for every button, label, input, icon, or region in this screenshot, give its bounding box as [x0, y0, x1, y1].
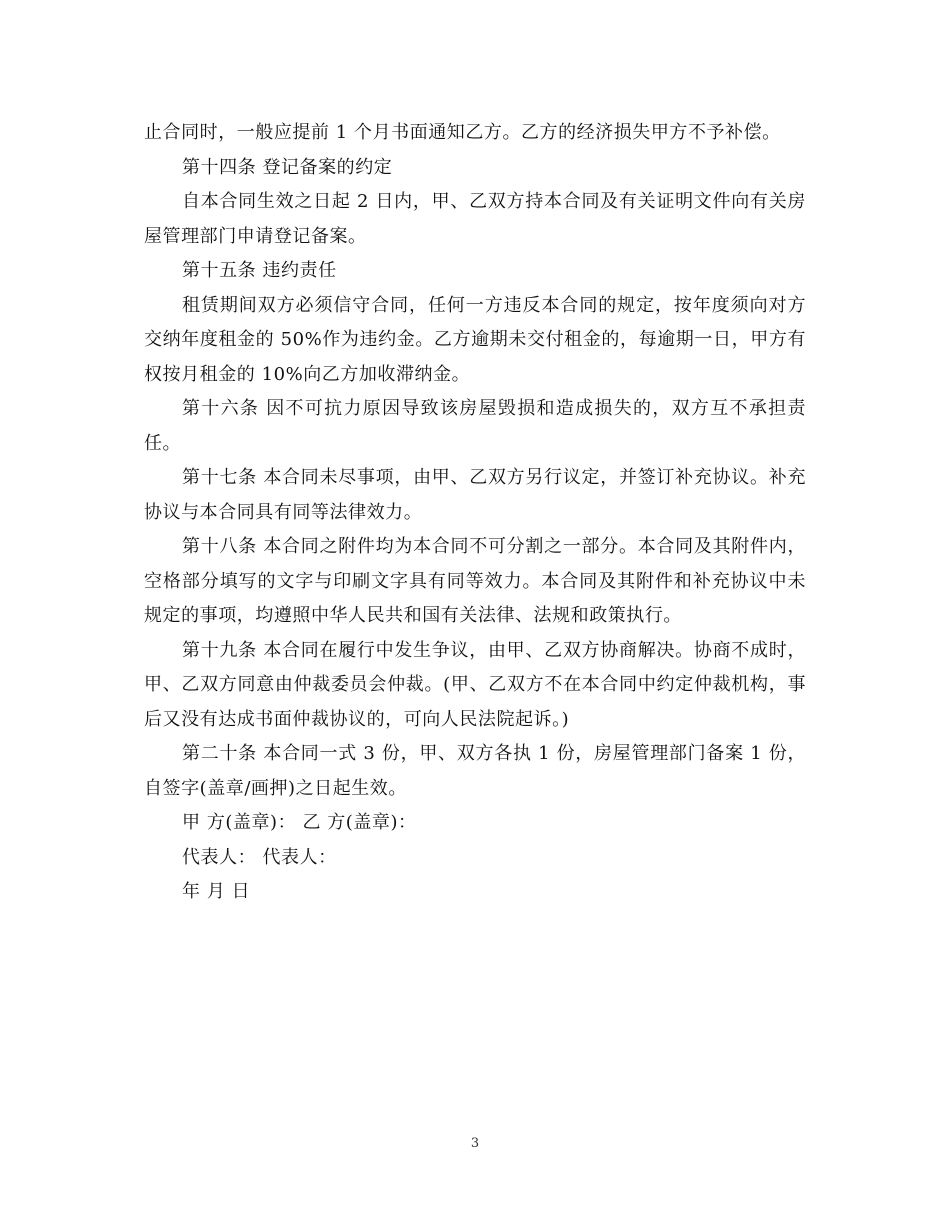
signature-representatives-line: 代表人： 代表人：: [182, 846, 337, 868]
article-19: 第十九条 本合同在履行中发生争议，由甲、乙双方协商解决。协商不成时，甲、乙双方同意由仲裁委员会仲裁。(甲、乙双方不在本合同中约定仲裁机构，事后又没有达成书面仲裁协议的，可向人民法院起诉。): [144, 639, 806, 730]
page-number: 3: [470, 1136, 480, 1151]
paragraph-continuation: 止合同时，一般应提前 1 个月书面通知乙方。乙方的经济损失甲方不予补偿。: [144, 122, 781, 143]
article-20: 第二十条 本合同一式 3 份，甲、双方各执 1 份，房屋管理部门备案 1 份，自签字(盖章/画押)之日起生效。: [144, 743, 806, 799]
article-16: 第十六条 因不可抗力原因导致该房屋毁损和造成损失的，双方互不承担责任。: [144, 398, 806, 454]
article-17: 第十七条 本合同未尽事项，由甲、乙双方另行议定，并签订补充协议。补充协议与本合同具有同等法律效力。: [144, 467, 806, 523]
article-18: 第十八条 本合同之附件均为本合同不可分割之一部分。本合同及其附件内，空格部分填写的文字与印刷文字具有同等效力。本合同及其附件和补充协议中未规定的事项，均遵照中华人民共和国有关法律、法规和政策执行。: [144, 536, 806, 626]
article-14-heading: 第十四条 登记备案的约定: [182, 156, 393, 178]
article-15-heading: 第十五条 违约责任: [182, 260, 337, 281]
article-14-body: 自本合同生效之日起 2 日内，甲、乙双方持本合同及有关证明文件向有关房屋管理部门申请登记备案。: [144, 191, 806, 247]
article-15-body: 租赁期间双方必须信守合同，任何一方违反本合同的规定，按年度须向对方交纳年度租金的 50%作为违约金。乙方逾期未交付租金的，每逾期一日，甲方有权按月租金的 10%向乙方加收滞纳金。: [144, 294, 806, 385]
document-body: [144, 116, 806, 910]
signature-date-line: 年 月 日: [182, 881, 251, 902]
signature-parties-line: 甲 方(盖章)： 乙 方(盖章)：: [182, 812, 417, 833]
